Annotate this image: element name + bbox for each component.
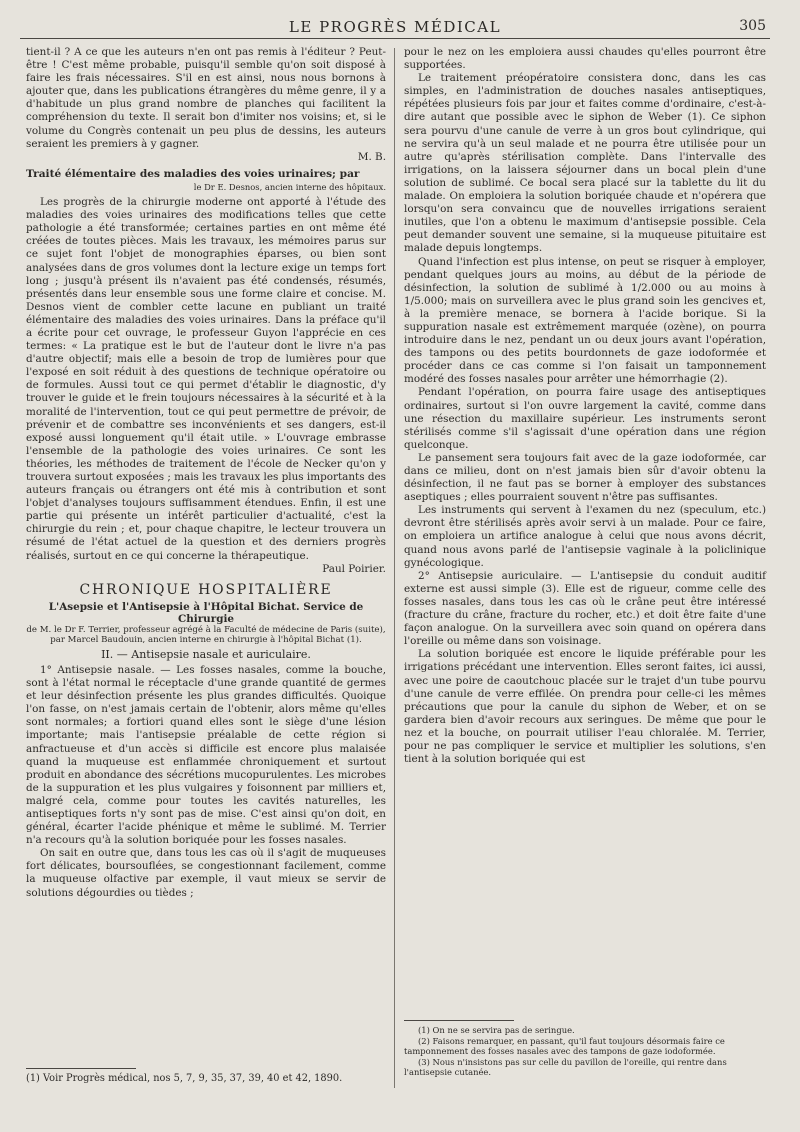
- article-title: L'Asepsie et l'Antisepsie à l'Hôpital Bichat. Service de Chirurgie: [48, 600, 364, 625]
- body-paragraph: Le pansement sera toujours fait avec de la gaze iodoformée, car dans ce milieu, dont on n'est jamais bien sûr d'avoir obtenu la désinfection, il ne faut pas se borner à employer des substances aseptiques ; elles pourraient souvent n'être pas suffisantes.: [404, 451, 766, 504]
- header-rule: [20, 38, 770, 39]
- body-paragraph: Les instruments qui servent à l'examen du nez (speculum, etc.) devront être stérilisés après avoir servi à un malade. Pour ce faire, on emploiera un artifice analogue à celui que nous avons décrit, quand nous avons parlé de l'antisepsie vaginale à la policlinique gynécologique.: [404, 504, 766, 569]
- subsection-heading: II. — Antisepsie nasale et auriculaire.: [101, 647, 311, 661]
- body-paragraph: pour le nez on les emploiera aussi chaudes qu'elles pourront être supportées.: [404, 46, 766, 72]
- footnote-rule: [26, 1068, 136, 1069]
- right-column: [404, 46, 766, 766]
- footnote: (1) Voir Progrès médical, nos 5, 7, 9, 35, 37, 39, 40 et 42, 1890.: [26, 1073, 343, 1084]
- left-column: [26, 46, 386, 900]
- journal-title: LE PROGRÈS MÉDICAL: [288, 18, 502, 36]
- footnote: (1) On ne se servira pas de seringue.: [418, 1025, 575, 1035]
- body-paragraph: On sait en outre que, dans tous les cas où il s'agit de muqueuses fort délicates, boursouflées, se congestionnant facilement, comme la muqueuse olfactive par exemple, il vaut mieux se servir de solutions dégourdies ou tièdes ;: [26, 847, 386, 899]
- footnote: (3) Nous n'insistons pas sur celle du pavillon de l'oreille, qui rentre dans l'antisepsie cutanée.: [404, 1056, 727, 1077]
- running-header: [20, 18, 770, 40]
- body-paragraph: La solution boriquée est encore le liquide préférable pour les irrigations précédant une intervention. Elles seront faites, ici aussi, avec une poire de caoutchouc placée sur le trajet d'un tube pourvu d'une canule de verre effilée. On prendra pour celle-ci les mêmes précautions que pour la canule du siphon de Weber, et on se gardera bien d'avoir recours aux seringues. De même que pour le nez et la bouche, on pourrait utiliser l'eau chloralée. M. Terrier, pour ne pas compliquer le service et multiplier les solutions, s'en tient à la solution boriquée qui est: [404, 648, 766, 766]
- right-footnote-area: [404, 1016, 766, 1078]
- body-paragraph: 1° Antisepsie nasale. — Les fosses nasales, comme la bouche, sont à l'état normal le réceptacle d'une grande quantité de germes et leur désinfection présente les plus grandes difficultés. Quoique l'on fasse, on n'est jamais certain de l'obtenir, alors même qu'elles sont normales; a fortiori quand elles sont le siège d'une lésion importante; mais l'antisepsie préalable de cette région si anfractueuse et d'un accès si difficile est encore plus malaisée quand la muqueuse est enflammée chroniquement et surtout produit en abondance des sécrétions mucopurulentes. Les microbes de la suppuration et les plus vulgaires y foisonnent par milliers et, malgré cela, comme pour toutes les cavités naturelles, les antiseptiques forts n'y sont pas de mise. C'est ainsi qu'on doit, en général, écarter l'acide phénique et même le sublimé. M. Terrier n'a recours qu'à la solution boriquée pour les fosses nasales.: [26, 663, 386, 847]
- page-number: 305: [739, 18, 766, 34]
- section-title: CHRONIQUE HOSPITALIÈRE: [79, 581, 333, 598]
- article-byline: de M. le Dr F. Terrier, professeur agrégé à la Faculté de médecine de Paris (suite), par Marcel Baudouin, ancien interne en chirurgie à l'hôpital Bichat (1).: [26, 624, 386, 645]
- book-author: le Dr E. Desnos, ancien interne des hôpitaux.: [193, 181, 386, 192]
- review-signature: Paul Poirier.: [322, 562, 386, 575]
- footnote: (2) Faisons remarquer, en passant, qu'il faut toujours désormais faire ce tamponnement des fosses nasales avec des tampons de gaze iodoformée.: [404, 1035, 725, 1056]
- column-divider: [394, 48, 395, 1088]
- body-paragraph: 2° Antisepsie auriculaire. — L'antisepsie du conduit auditif externe est aussi simple (3). Elle est de rigueur, comme celle des fosses nasales, dans tous les cas où le crâne peut être intéressé (fracture du crâne, fracture du rocher, etc.) et doit être faite d'une façon analogue. On la surveillera avec soin quand on opérera dans l'oreille ou même dans son voisinage.: [404, 569, 766, 648]
- review-signature: M. B.: [357, 150, 386, 163]
- body-paragraph: Pendant l'opération, on pourra faire usage des antiseptiques ordinaires, surtout si l'on ouvre largement la cavité, comme dans une résection du maxillaire supérieur. Les instruments seront stérilisés comme s'il s'agissait d'une opération dans une région quelconque.: [404, 386, 766, 451]
- body-paragraph: Le traitement préopératoire consistera donc, dans les cas simples, en l'administration de douches nasales antiseptiques, répétées plusieurs fois par jour et faites comme d'ordinaire, c'est-à-dire autant que possible avec le siphon de Weber (1). Ce siphon sera pourvu d'une canule de verre à un gros bout cylindrique, qui ne servira qu'à un seul malade et ne pourra être utilisée pour un autre qu'après stérilisation complète. Dans l'intervalle des irrigations, on la laissera séjourner dans un bocal plein d'une solution de sublimé. Ce bocal sera placé sur la tablette du lit du malade. On emploiera la solution boriquée chaude et n'opérera que lorsqu'on sera convaincu que de nouvelles irrigations seraient inutiles, que l'on a obtenu le maximum d'antisepsie possible. Cela peut demander souvent une semaine, si la muqueuse pituitaire est malade depuis longtemps.: [404, 72, 766, 255]
- review-text: Les progrès de la chirurgie moderne ont apporté à l'étude des maladies des voies urinaires des modifications telles que cette pathologie a été transformée; certaines parties en ont même été créées de toutes pièces. Mais les travaux, les mémoires parus sur ce sujet font l'objet de monographies éparses, ou bien sont analysées dans de gros volumes dont la lecture exige un temps fort long ; jusqu'à présent ils n'avaient pas été condensés, résumés, présentés dans leur ensemble sous une forme claire et concise. M. Desnos vient de combler cette lacune en publiant un traité élémentaire des maladies des voies urinaires. Dans la préface qu'il a écrite pour cet ouvrage, le professeur Guyon l'apprécie en ces termes: « La pratique est le but de l'auteur dont le livre n'a pas d'autre objectif; mais elle a besoin de trop de lumières pour que l'exposé en soit réduit à des questions de technique opératoire ou de formules. Aussi tout ce qui permet d'établir le diagnostic, d'y trouver le guide et le frein toujours nécessaires à la sécurité et à la moralité de l'intervention, tout ce qui peut permettre de prévoir, de prévenir et de combattre ses inconvénients et ses dangers, est-il exposé aussi longuement qu'il était utile. » L'ouvrage embrasse l'ensemble de la pathologie des voies urinaires. Ce sont les théories, les méthodes de traitement de l'école de Necker qu'on y trouvera surtout exposées ; mais les travaux les plus importants des auteurs français ou étrangers ont été mis à contribution et sont l'objet d'analyses toujours suffisamment étendues. Enfin, il est une partie qui présente un intérêt particulier d'actualité, c'est la chirurgie du rein ; et, pour chaque chapitre, le lecteur trouvera un résumé de l'état actuel de la question et des derniers progrès réalisés, surtout en ce qui concerne la thérapeutique.: [26, 196, 386, 562]
- book-title: Traité élémentaire des maladies des voies urinaires; par: [26, 167, 360, 180]
- footnote-rule: [404, 1020, 514, 1021]
- left-footnote-area: [26, 1064, 386, 1084]
- review-text: tient-il ? A ce que les auteurs n'en ont pas remis à l'éditeur ? Peut-être ! C'est même probable, puisqu'il semble qu'on soit disposé à faire les frais nécessaires. S'il en est ainsi, nous nous bornons à ajouter que, dans les publications étrangères du même genre, il y a d'habitude un plus grand nombre de planches qui facilitent la compréhension du texte. Il serait bon d'imiter nos voisins; et, si le volume du Congrès contenait un peu plus de dessins, les auteurs seraient les premiers à y gagner.: [26, 46, 386, 150]
- body-paragraph: Quand l'infection est plus intense, on peut se risquer à employer, pendant quelques jours au moins, au début de la période de désinfection, la solution de sublimé à 1/2.000 ou au moins à 1/5.000; mais on surveillera avec le plus grand soin les gencives et, à la première menace, se bornera à l'acide borique. Si la suppuration nasale est extrêmement marquée (ozène), on pourra introduire dans le nez, pendant un ou deux jours avant l'opération, des tampons ou des petits bourdonnets de gaze iodoformée et procéder dans ce cas comme si l'on faisait un tamponnement modéré des fosses nasales pour arrêter une hémorrhagie (2).: [404, 255, 766, 386]
